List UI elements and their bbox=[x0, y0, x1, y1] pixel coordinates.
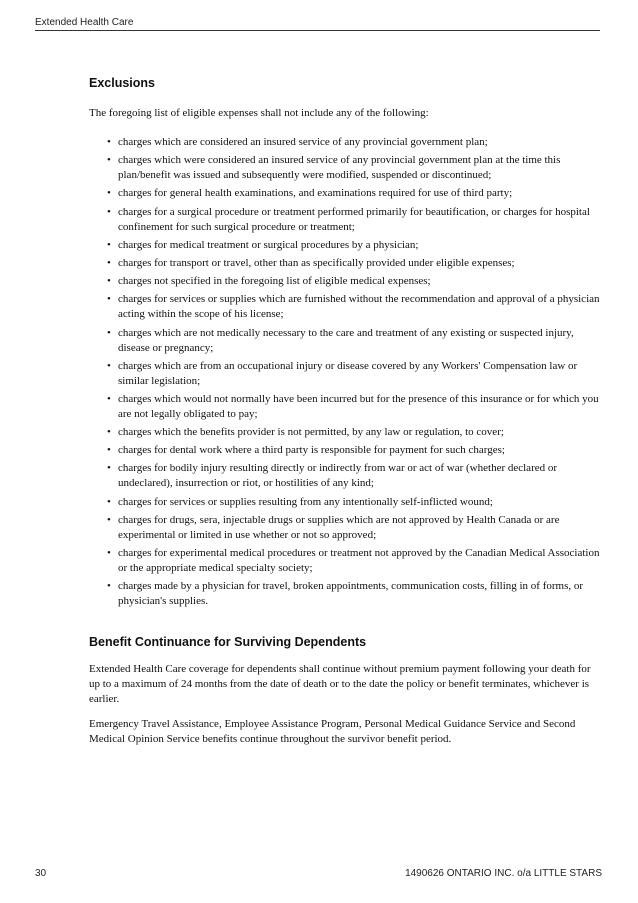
bullet-icon: • bbox=[107, 326, 111, 339]
list-item bbox=[107, 135, 604, 150]
header-divider bbox=[35, 30, 600, 31]
list-item-text: charges made by a physician for travel, broken appointments, communication costs, filling in of forms, or physician's supplies. bbox=[118, 580, 584, 608]
bullet-icon: • bbox=[107, 580, 111, 593]
list-item-text: charges for general health examinations, and examinations required for use of third party; bbox=[118, 187, 513, 200]
exclusions-section bbox=[89, 76, 604, 609]
exclusions-list bbox=[89, 135, 604, 609]
bullet-icon: • bbox=[107, 205, 111, 218]
bullet-icon: • bbox=[107, 256, 111, 269]
continuance-heading: Benefit Continuance for Surviving Dependents bbox=[89, 635, 367, 650]
continuance-paragraph: Extended Health Care coverage for dependents shall continue without premium payment following your death for up to a maximum of 24 months from the date of death or to the date the policy or benefit terminates, whichever is earlier. bbox=[89, 663, 591, 706]
list-item bbox=[107, 256, 604, 271]
list-item-text: charges not specified in the foregoing list of eligible medical expenses; bbox=[118, 275, 431, 288]
bullet-icon: • bbox=[107, 187, 111, 200]
list-item-text: charges for services or supplies resulting from any intentionally self-inflicted wound; bbox=[118, 495, 493, 508]
list-item-text: charges for dental work where a third party is responsible for payment for such charges; bbox=[118, 444, 505, 457]
list-item-text: charges which would not normally have been incurred but for the presence of this insurance or for which you are not legally obligated to pay; bbox=[118, 392, 599, 420]
list-item-text: charges which were considered an insured service of any provincial government plan at the time this plan/benefit was issued and subsequently were modified, suspended or discontinued; bbox=[118, 154, 561, 182]
list-item-text: charges which are not medically necessary to the care and treatment of any existing or suspected injury, disease or pregnancy; bbox=[118, 326, 574, 354]
bullet-icon: • bbox=[107, 462, 111, 475]
list-item bbox=[107, 392, 604, 422]
list-item-text: charges for a surgical procedure or treatment performed primarily for beautification, or charges for hospital confinement for such surgical procedure or treatment; bbox=[118, 205, 590, 233]
list-item bbox=[107, 292, 604, 322]
bullet-icon: • bbox=[107, 513, 111, 526]
list-item bbox=[107, 443, 604, 458]
list-item-text: charges which are considered an insured service of any provincial government plan; bbox=[118, 136, 488, 148]
list-item bbox=[107, 495, 604, 510]
list-item-text: charges for transport or travel, other than as specifically provided under eligible expenses; bbox=[118, 256, 515, 269]
list-item-text: charges for experimental medical procedures or treatment not approved by the Canadian Medical Association or the appropriate medical specialty society; bbox=[118, 547, 600, 574]
list-item bbox=[107, 186, 604, 201]
list-item bbox=[107, 579, 604, 609]
list-item-text: charges for drugs, sera, injectable drugs or supplies which are not approved by Health Canada or are experimental or limited in use whether or not so approved; bbox=[118, 513, 560, 541]
bullet-icon: • bbox=[107, 275, 111, 288]
list-item bbox=[107, 205, 604, 235]
continuance-section bbox=[89, 635, 604, 747]
company-footer: 1490626 ONTARIO INC. o/a LITTLE STARS bbox=[405, 868, 602, 879]
list-item bbox=[107, 274, 604, 289]
page-content bbox=[89, 76, 604, 747]
list-item bbox=[107, 546, 604, 576]
continuance-paragraph: Emergency Travel Assistance, Employee Assistance Program, Personal Medical Guidance Service and Second Medical Opinion Service benefits continue throughout the survivor benefit period. bbox=[89, 718, 576, 746]
list-item-text: charges for services or supplies which are furnished without the recommendation and approval of a physician acting within the scope of his license; bbox=[118, 293, 600, 321]
list-item bbox=[107, 461, 604, 491]
bullet-icon: • bbox=[107, 495, 111, 508]
list-item bbox=[107, 359, 604, 389]
bullet-icon: • bbox=[107, 426, 111, 439]
list-item-text: charges for bodily injury resulting directly or indirectly from war or act of war (whether declared or undeclared), insurrection or riot, or hostilities of any kind; bbox=[118, 462, 558, 490]
bullet-icon: • bbox=[107, 136, 111, 148]
exclusions-heading: Exclusions bbox=[89, 76, 155, 90]
bullet-icon: • bbox=[107, 392, 111, 405]
bullet-icon: • bbox=[107, 238, 111, 251]
list-item-text: charges which are from an occupational injury or disease covered by any Workers' Compensation law or similar legislation; bbox=[118, 359, 578, 387]
list-item bbox=[107, 326, 604, 356]
list-item bbox=[107, 238, 604, 253]
running-header: Extended Health Care bbox=[35, 17, 134, 28]
bullet-icon: • bbox=[107, 444, 111, 457]
list-item-text: charges for medical treatment or surgical procedures by a physician; bbox=[118, 238, 419, 251]
list-item bbox=[107, 153, 604, 183]
page-number: 30 bbox=[35, 868, 47, 879]
list-item bbox=[107, 425, 604, 440]
bullet-icon: • bbox=[107, 293, 111, 306]
exclusions-intro: The foregoing list of eligible expenses shall not include any of the following: bbox=[89, 107, 429, 119]
bullet-icon: • bbox=[107, 154, 111, 167]
bullet-icon: • bbox=[107, 359, 111, 372]
bullet-icon: • bbox=[107, 547, 111, 559]
list-item bbox=[107, 513, 604, 543]
list-item-text: charges which the benefits provider is not permitted, by any law or regulation, to cover; bbox=[118, 426, 504, 439]
